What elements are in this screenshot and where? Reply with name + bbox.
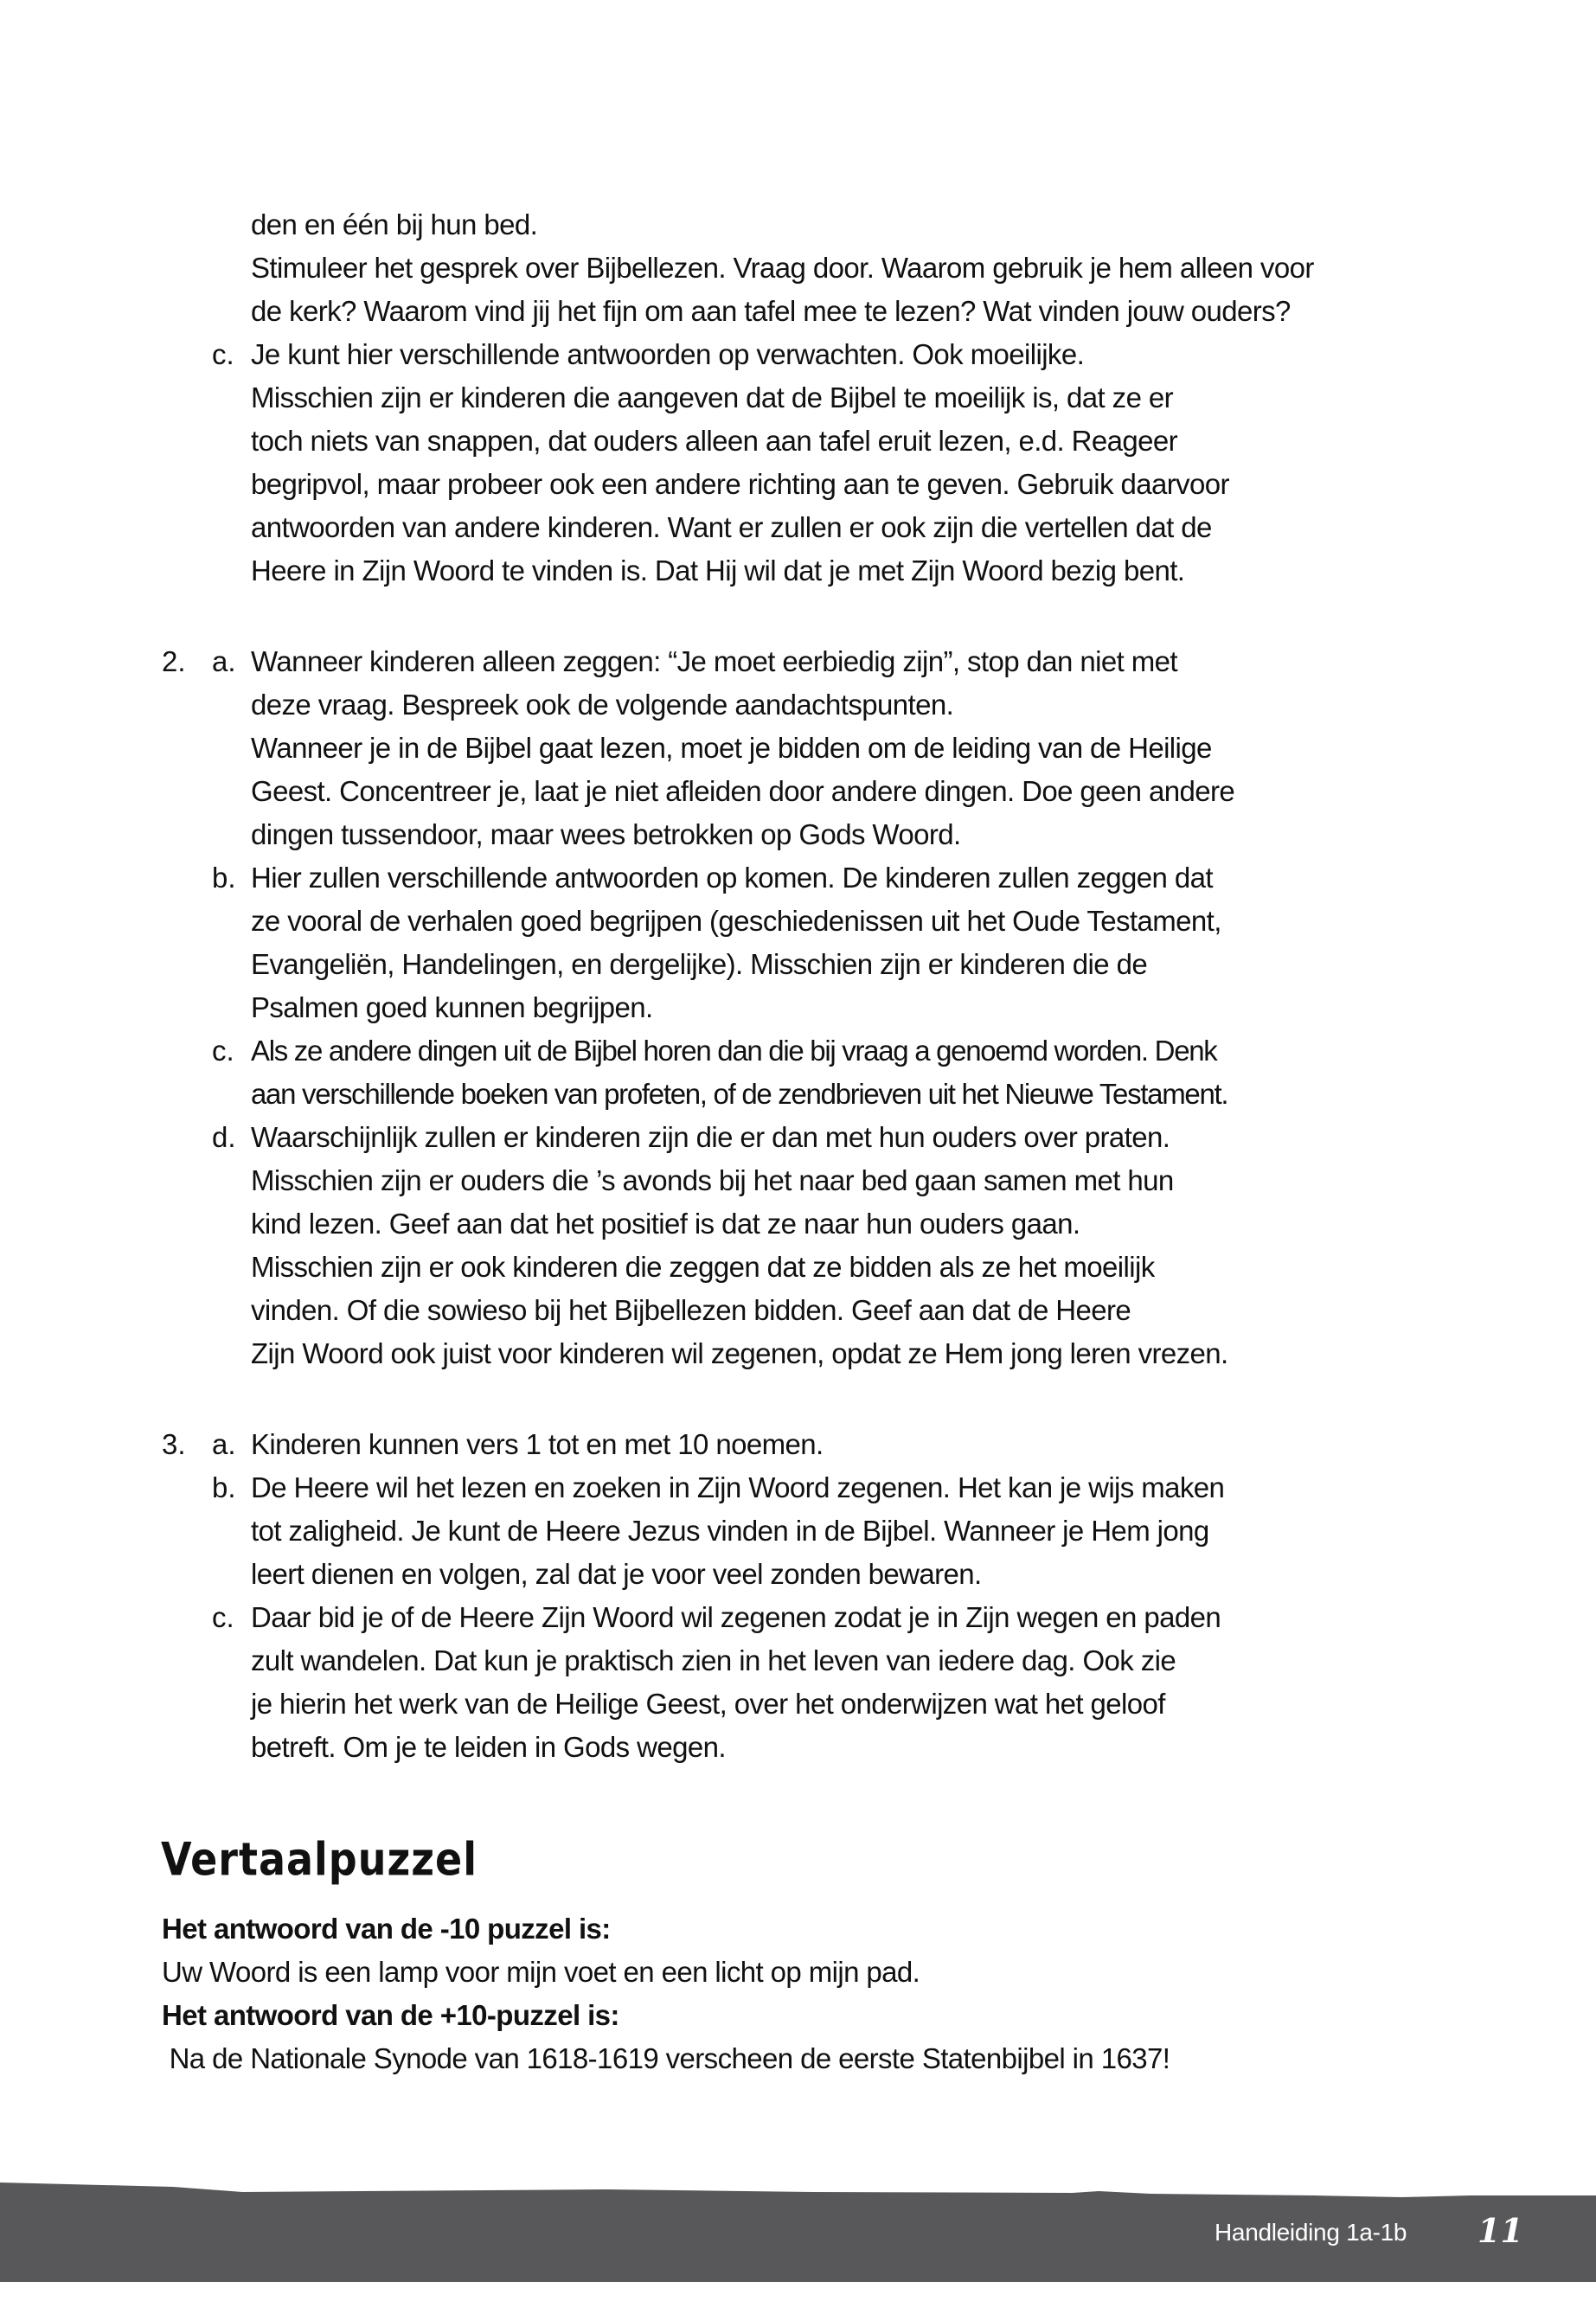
section-heading: Vertaalpuzzel [161,1831,478,1887]
sub-marker: b. [212,862,236,894]
text-line: zult wandelen. Dat kun je praktisch zien in het leven van iedere dag. Ook zie [251,1644,1176,1676]
text-line: De Heere wil het lezen en zoeken in Zijn Woord zegenen. Het kan je wijs maken [251,1471,1225,1503]
text-line: Psalmen goed kunnen begrijpen. [251,991,653,1023]
text-line: Je kunt hier verschillende antwoorden op verwachten. Ook moeilijke. [251,338,1085,370]
puzzle-minus10-answer: Uw Woord is een lamp voor mijn voet en een licht op mijn pad. [162,1956,920,1988]
text-line: antwoorden van andere kinderen. Want er zullen er ook zijn die vertellen dat de [251,511,1212,543]
sub-marker: d. [212,1121,236,1153]
text-line: Stimuleer het gesprek over Bijbellezen. Vraag door. Waarom gebruik je hem alleen voor [251,252,1314,284]
text-line: Geest. Concentreer je, laat je niet afleiden door andere dingen. Doe geen andere [251,775,1235,807]
text-line: je hierin het werk van de Heilige Geest, over het onderwijzen wat het geloof [251,1688,1165,1720]
text-line: Daar bid je of de Heere Zijn Woord wil zegenen zodat je in Zijn wegen en paden [251,1601,1221,1633]
text-line: tot zaligheid. Je kunt de Heere Jezus vinden in de Bijbel. Wanneer je Hem jong [251,1515,1209,1547]
text-line: dingen tussendoor, maar wees betrokken op Gods Woord. [251,818,961,850]
puzzle-minus10-label: Het antwoord van de -10 puzzel is: [162,1913,611,1945]
sub-marker: b. [212,1471,236,1503]
sub-marker: a. [212,645,236,677]
text-line: Misschien zijn er kinderen die aangeven dat de Bijbel te moeilijk is, dat ze er [251,381,1174,413]
text-line: leert dienen en volgen, zal dat je voor veel zonden bewaren. [251,1558,982,1590]
text-line: aan verschillende boeken van profeten, of de zendbrieven uit het Nieuwe Testament. [251,1078,1228,1110]
text-line: Wanneer je in de Bijbel gaat lezen, moet je bidden om de leiding van de Heilige [251,732,1212,764]
text-line: Evangeliën, Handelingen, en dergelijke). Misschien zijn er kinderen die de [251,948,1148,980]
sub-marker: c. [212,338,234,370]
text-line: Misschien zijn er ouders die ’s avonds bij het naar bed gaan samen met hun [251,1164,1174,1196]
puzzle-plus10-answer: Na de Nationale Synode van 1618-1619 verscheen de eerste Statenbijbel in 1637! [162,2042,1170,2074]
text-line: Misschien zijn er ook kinderen die zeggen dat ze bidden als ze het moeilijk [251,1251,1155,1283]
text-line: Waarschijnlijk zullen er kinderen zijn die er dan met hun ouders over praten. [251,1121,1170,1153]
text-line: Kinderen kunnen vers 1 tot en met 10 noemen. [251,1428,824,1460]
text-line: toch niets van snappen, dat ouders alleen aan tafel eruit lezen, e.d. Reageer [251,425,1178,457]
text-line: ze vooral de verhalen goed begrijpen (geschiedenissen uit het Oude Testament, [251,905,1221,937]
text-line: Hier zullen verschillende antwoorden op komen. De kinderen zullen zeggen dat [251,862,1213,894]
question-number: 2. [162,645,186,677]
question-number: 3. [162,1428,186,1460]
text-line: vinden. Of die sowieso bij het Bijbellezen bidden. Geef aan dat de Heere [251,1294,1131,1326]
puzzle-plus10-label: Het antwoord van de +10-puzzel is: [162,1999,619,2031]
text-line: Wanneer kinderen alleen zeggen: “Je moet eerbiedig zijn”, stop dan niet met [251,645,1177,677]
text-line: Als ze andere dingen uit de Bijbel horen dan die bij vraag a genoemd worden. Denk [251,1035,1217,1067]
sub-marker: c. [212,1035,234,1067]
sub-marker: c. [212,1601,234,1633]
text-line: den en één bij hun bed. [251,208,538,240]
text-line: Zijn Woord ook juist voor kinderen wil zegenen, opdat ze Hem jong leren vrezen. [251,1337,1228,1369]
sub-marker: a. [212,1428,236,1460]
text-line: Heere in Zijn Woord te vinden is. Dat Hij wil dat je met Zijn Woord bezig bent. [251,554,1185,586]
text-line: betreft. Om je te leiden in Gods wegen. [251,1731,726,1763]
text-line: begripvol, maar probeer ook een andere richting aan te geven. Gebruik daarvoor [251,468,1229,500]
text-line: de kerk? Waarom vind jij het fijn om aan tafel mee te lezen? Wat vinden jouw ouders? [251,295,1291,327]
footer-label: Handleiding 1a-1b [1215,2219,1407,2246]
text-line: kind lezen. Geef aan dat het positief is dat ze naar hun ouders gaan. [251,1208,1080,1240]
page-number: 11 [1477,2211,1523,2250]
text-line: deze vraag. Bespreek ook de volgende aandachtspunten. [251,689,954,721]
